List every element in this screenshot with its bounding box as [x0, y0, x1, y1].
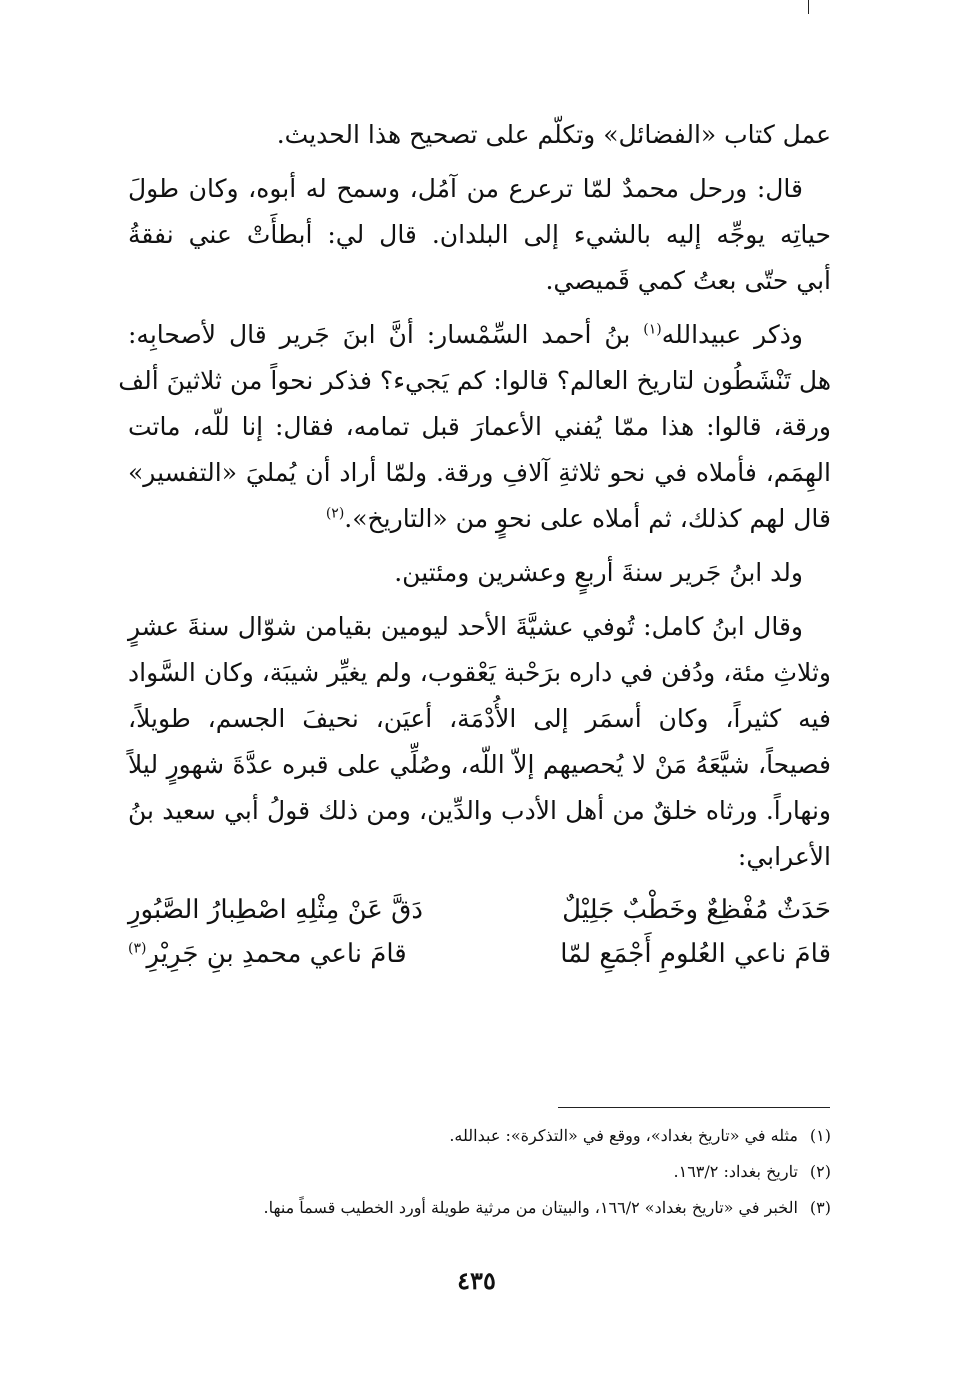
paragraph-5 [128, 604, 831, 880]
verse-2 [128, 932, 831, 976]
footnote-divider [558, 1107, 830, 1108]
verse-hemistich-left: دَقَّ عَنْ مِثْلِهِ اصْطِبارُ الصَّبُورِ [128, 895, 423, 925]
footnote-number: (١) [809, 1126, 831, 1145]
text-line: عمل كتاب «الفضائل» وتكلّم على تصحيح هذا الحديث. [276, 120, 831, 149]
verse-1 [128, 888, 831, 932]
text-line: الأعرابي: [737, 842, 831, 871]
text-line: فيه كثيراً، وكان أسمَر إلى الأُدْمَة، أعيَن، نحيفَ الجسم، طويلاً، [128, 704, 831, 733]
footnote-ref[interactable]: (٣) [128, 940, 147, 957]
footnotes [128, 1118, 831, 1226]
text-line [128, 496, 831, 542]
footnote-2 [128, 1154, 831, 1190]
text-line: وثلاثِ مئة، ودُفن في داره برَحْبة يَعْقوب، ولم يغيِّر شيبَة، وكان السَّواد [128, 658, 831, 687]
text-line [128, 312, 831, 358]
corner-mark [808, 0, 809, 14]
verse-hemistich-left [128, 932, 407, 976]
text-line: الهِمَم، فأملاه في نحو ثلاثةِ آلافِ ورقة. ولمّا أراد أن يُمليَ «التفسير» [128, 458, 831, 487]
text-line: أبي حتّى بعتُ كمي قَميصي. [545, 266, 831, 295]
text-line: وذكر عبيدالله [661, 320, 803, 349]
footnote-text: تاريخ بغداد: ١٦٣/٢. [673, 1162, 798, 1181]
text-line: قال: ورحل محمدٌ لمّا ترعرع من آمُل، وسمح له أبوه، وكان طولَ [128, 174, 803, 203]
text-line: ولد ابنُ جَرير سنةَ أربعٍ وعشرين ومئتين. [394, 558, 803, 587]
text-line: قال لهم كذلك، ثم أملاه على نحوٍ من «التاريخ». [344, 504, 831, 533]
text-line-rest: بنُ أحمد السِّمْسار: أنَّ ابنَ جَرير قال لأصحابِه: [128, 320, 644, 349]
text-line: حياتِه يوجِّه إليه بالشيء إلى البلدان. قال لي: أبطأَتْ عني نفقةُ [128, 220, 831, 249]
footnote-1 [128, 1118, 831, 1154]
page-body [118, 112, 831, 976]
text-line: فصيحاً، شيَّعَهُ مَنْ لا يُحصيهم إلاّ اللّه، وصُلِّي على قبره عدَّةَ شهورٍ ليلاً [128, 750, 831, 779]
footnote-number: (٣) [809, 1198, 831, 1217]
text-line: ونهاراً. ورثاه خلقٌ من أهل الأدب والدِّين، ومن ذلك قولُ أبي سعيد بنُ [128, 796, 831, 825]
footnote-number: (٢) [809, 1162, 831, 1181]
footnote-text: الخبر في «تاريخ بغداد» ١٦٦/٢، والبيتان من مرثية طويلة أورد الخطيب قسماً منها. [263, 1198, 798, 1217]
footnote-ref[interactable]: (١) [643, 321, 662, 338]
footnote-3 [128, 1190, 831, 1226]
paragraph-3 [118, 312, 831, 542]
paragraph-2 [128, 166, 831, 304]
poem [128, 888, 831, 976]
footnote-ref[interactable]: (٢) [325, 505, 345, 522]
verse-text: قامَ ناعي محمدِ بنِ جَرِيْرِ [146, 939, 407, 969]
footnote-text: مثله في «تاريخ بغداد»، ووقع في «التذكرة»: عبدالله. [449, 1126, 798, 1145]
verse-hemistich-right: حَدَثٌ مُفْظِعٌ وخَطْبٌ جَلِيْلٌ [562, 895, 831, 925]
verse-hemistich-right: قامَ ناعي العُلومِ أَجْمَعِ لمّا [560, 939, 831, 969]
text-line: ورقة، قالوا: هذا ممّا يُفني الأعمارَ قبل تمامه، فقال: إنا للّه، ماتت [128, 412, 831, 441]
text-line: هل تَنْشَطُون لتاريخ العالم؟ قالوا: كم يَجيء؟ فذكر نحواً من ثلاثينَ ألف [118, 366, 831, 395]
text-line: وقال ابنُ كامل: تُوفي عشيَّةَ الأحد ليومين بقيامن شوّال سنةَ عشرٍ [128, 612, 803, 641]
paragraph-1 [128, 112, 831, 158]
page-number: ٤٣٥ [457, 1266, 496, 1295]
paragraph-4 [128, 550, 831, 596]
